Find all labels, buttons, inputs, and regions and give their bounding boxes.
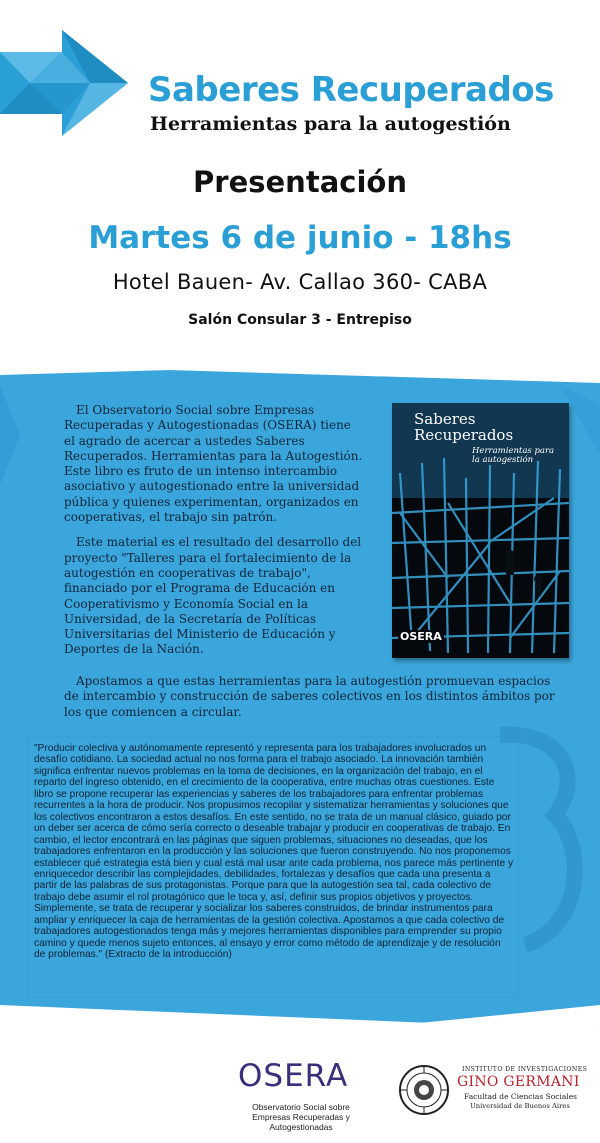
subtitle: Herramientas para la autogestión xyxy=(150,113,511,135)
osera-full-name: Observatorio Social sobre Empresas Recuperadas y Autogestionadas xyxy=(252,1102,350,1132)
germani-institute-label: INSTITUTO DE INVESTIGACIONES xyxy=(462,1066,588,1073)
intro-paragraph: El Observatorio Social sobre Empresas Recuperadas y Autogestionadas (OSERA) tiene el agrado de acercar a ustedes Saberes Recuperados. Herramientas para la Autogestión. Este libro es fruto de un intenso intercambio asociativo y autogestionado entre la universidad pública y quienes experimentan, organizados en cooperativas, el trabajo sin patrón. xyxy=(64,403,363,525)
title: Saberes Recuperados xyxy=(148,70,554,110)
event-label: Presentación xyxy=(193,165,407,199)
intro-text xyxy=(64,403,364,668)
event-date: Martes 6 de junio - 18hs xyxy=(88,220,512,256)
osera-logo: OSERA xyxy=(238,1058,349,1094)
book-subtitle: Herramientas para la autogestión xyxy=(472,446,555,465)
book-excerpt-quote: "Producir colectiva y autónomamente representó y representa para los trabajadores involucrados un desafío cotidiano. La sociedad actual no nos forma para el trabajo asociado. La innovación también significa enfrentar nuevos problemas en la toma de decisiones, en la organización del trabajo, en el reparto del ingreso obtenido, en el crecimiento de la cooperativa, entre muchas otras cuestiones. Este libro se propone recuperar las experiencias y saberes de los trabajadores para enfrentar problemas recurrentes a la hora de producir. Nos propusimos recopilar y sistematizar herramientas y soluciones que los colectivos encontraron a estos desafíos. En este sentido, no se trata de un manual clásico, guiado por un deber ser acerca de cómo sería correcto o deseable trabajar y producir en cooperativas de trabajo. En cambio, el lector encontrará en las páginas que siguen problemas, situaciones no deseadas, que los trabajadores enfrentaron en la producción y las soluciones que fueron construyendo. No nos proponemos establecer qué estrategia está bien y cual está mal usar ante cada problema, nos parece más pertinente y enriquecedor describir las complejidades, debilidades, fortalezas y desafíos que cada una presenta a partir de las palabras de sus protagonistas. Porque para que la autogestión sea tal, cada colectivo de trabajo debe asumir el rol protagónico que le toca y, así, definir sus propios objetivos y proyectos. Simplemente, se trata de recuperar y socializar los saberes construidos, de brindar instrumentos para ampliar y enriquecer la caja de herramientas de la gestión colectiva. Apostamos a que cada colectivo de trabajadores autogestionados tenga más y mejores herramientas disponibles para emprender su propio camino y quede menos sujeto entonces, al ensayo y error como método de aprendizaje y de resolución de problemas." (Extracto de la introducción) xyxy=(34,743,514,961)
book-title-line: Saberes xyxy=(414,410,476,428)
closing-paragraph: Apostamos a que estas herramientas para la autogestión promuevan espacios de intercambio y construcción de saberes colectivos en los distintos ámbitos por los que comiencen a circular. xyxy=(64,674,555,719)
intro-paragraph: Este material es el resultado del desarrollo del proyecto "Talleres para el fortalecimiento de la autogestión en cooperativas de trabajo", financiado por el Programa de Educación en Cooperativismo y Economía Social en la Universidad, de la Secretaría de Políticas Universitarias del Ministerio de Educación y Deportes de la Nación. xyxy=(64,535,362,657)
book-cover xyxy=(392,403,569,658)
arrow-logo-icon xyxy=(0,28,140,138)
germani-university: Universidad de Buenos Aires xyxy=(470,1102,570,1110)
book-osera-logo: OSERA xyxy=(400,630,442,643)
book-title xyxy=(414,411,513,443)
university-seal-icon xyxy=(398,1064,450,1116)
header xyxy=(0,0,600,365)
event-venue: Hotel Bauen- Av. Callao 360- CABA xyxy=(112,270,488,294)
event-room: Salón Consular 3 - Entrepiso xyxy=(188,312,412,328)
book-title-line: Recuperados xyxy=(414,426,514,444)
germani-faculty: Facultad de Ciencias Sociales xyxy=(464,1092,578,1101)
content-band xyxy=(0,365,600,1030)
germani-name: GINO GERMANI xyxy=(457,1074,580,1090)
footer xyxy=(0,1030,600,1143)
